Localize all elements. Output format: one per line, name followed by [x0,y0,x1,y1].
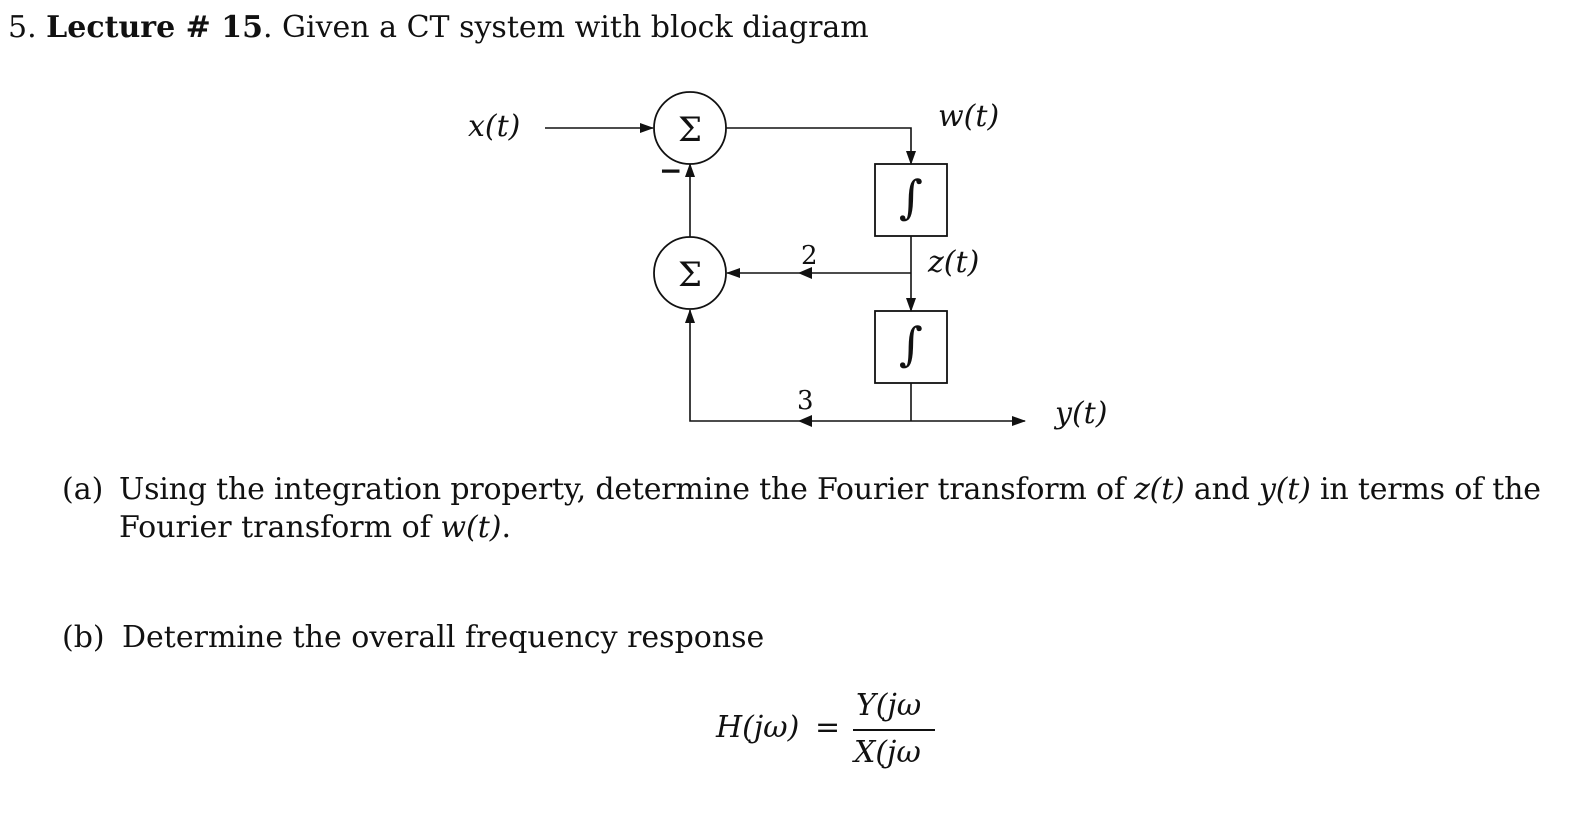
part-a-text-1: Using the integration property, determine the Fourier transform of [119,472,1135,507]
top-summer-symbol: Σ [677,110,703,150]
part-a-line-2 [119,510,511,545]
part-a-period: . [501,510,512,545]
part-a-and: and [1184,472,1260,507]
gain-3-arrowhead [798,415,812,427]
w-label: w(t) [938,99,1000,134]
gain-2-label: 2 [801,241,818,271]
part-a-line-1 [119,472,1541,507]
part-a-marker: (a) [62,472,104,507]
formula-equals: = [815,710,841,745]
problem-intro: . Given a CT system with block diagram [262,10,869,45]
part-a-text-3: Fourier transform of [119,510,441,545]
minus-sign: − [659,154,683,187]
y-label: y(t) [1055,396,1108,431]
z-label: z(t) [928,245,980,280]
part-b-text: Determine the overall frequency response [122,620,765,655]
integrator-2-symbol: ∫ [899,317,923,371]
part-b-marker: (b) [62,620,105,655]
formula-lhs: H(jω) [716,710,800,745]
part-a-w: w(t) [440,510,502,545]
formula-numerator: Y(jω [856,688,922,723]
gain-3-label: 3 [797,386,814,416]
fraction-bar [853,729,935,731]
input-label: x(t) [468,109,521,144]
lecture-label: Lecture # 15 [46,10,263,45]
bottom-summer-symbol: Σ [677,255,703,295]
problem-number: 5. [8,10,37,45]
formula-denominator: X(jω [854,735,921,770]
part-a-text-2: in terms of the [1310,472,1541,507]
integrator-1-symbol: ∫ [899,170,923,224]
part-a-z: z(t) [1134,472,1185,507]
part-a-y: y(t) [1259,472,1311,507]
w-line [726,128,911,164]
